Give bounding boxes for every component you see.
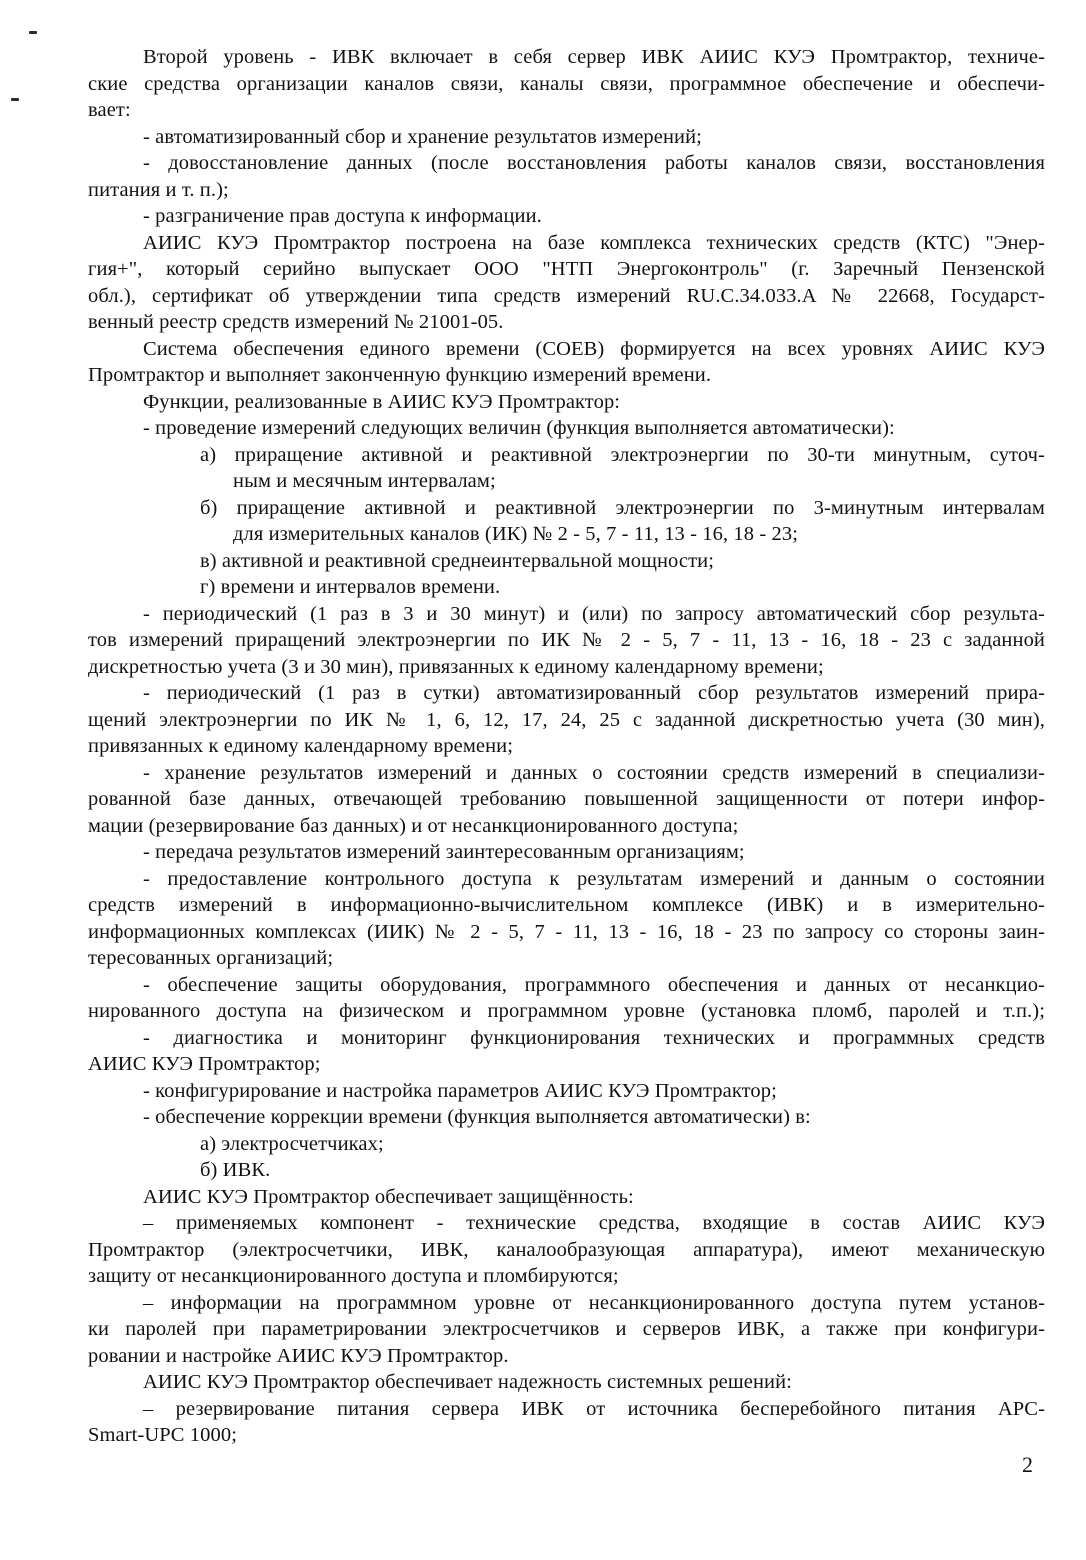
page-number: 2 [1022, 1452, 1033, 1477]
text-line: нированного доступа на физическом и программном уровне (установка пломб, паролей и т.п.); [88, 1000, 1045, 1022]
text-line: - предоставление контрольного доступа к результатам измерений и данным о состоянии [143, 867, 1045, 890]
text-line: ки паролей при параметрировании электросчетчиков и серверов ИВК, а также при конфигури- [88, 1318, 1045, 1340]
text-line: для измерительных каналов (ИК) № 2 - 5, 7 - 11, 13 - 16, 18 - 23; [233, 523, 799, 545]
text-line: - довосстановление данных (после восстановления работы каналов связи, восстановления [143, 152, 1045, 174]
text-line: АИИС КУЭ Промтрактор обеспечивает надежность системных решений: [143, 1371, 792, 1393]
text-line: Второй уровень - ИВК включает в себя сервер ИВК АИИС КУЭ Промтрактор, техниче- [143, 46, 1045, 68]
text-line: Промтрактор (электросчетчики, ИВК, каналообразующая аппаратура), имеют механическую [88, 1238, 1045, 1261]
text-line: - хранение результатов измерений и данных о состоянии средств измерений в специализи- [143, 761, 1045, 784]
text-line: - периодический (1 раз в 3 и 30 минут) и (или) по запросу автоматический сбор результа- [143, 602, 1045, 625]
text-line: – применяемых компонент - технические средства, входящие в состав АИИС КУЭ [143, 1212, 1045, 1234]
text-line: - обеспечение защиты оборудования, программного обеспечения и данных от несанкцио- [143, 973, 1045, 996]
scan-artifact-dash [29, 31, 37, 34]
text-line: гия+", который серийно выпускает ООО "НТП Энергоконтроль" (г. Заречный Пензенской [88, 258, 1045, 280]
text-line: а) электросчетчиках; [200, 1132, 384, 1155]
text-line: Промтрактор и выполняет законченную функцию измерений времени. [88, 364, 712, 386]
document-body-text [88, 44, 1045, 1449]
text-line: а) приращение активной и реактивной электроэнергии по 30-ти минутным, суточ- [200, 443, 1045, 466]
text-line: ские средства организации каналов связи, каналы связи, программное обеспечение и обеспечи- [88, 72, 1045, 95]
text-line: б) ИВК. [200, 1159, 271, 1181]
text-line: защиту от несанкционированного доступа и пломбируются; [88, 1265, 619, 1287]
text-line: - конфигурирование и настройка параметров АИИС КУЭ Промтрактор; [143, 1079, 777, 1102]
text-line: - автоматизированный сбор и хранение результатов измерений; [143, 125, 702, 148]
text-line: - обеспечение коррекции времени (функция выполняется автоматически) в: [143, 1106, 811, 1128]
text-line: ным и месячным интервалам; [233, 470, 496, 492]
text-line: б) приращение активной и реактивной электроэнергии по 3-минутным интервалам [200, 496, 1045, 519]
text-line: обл.), сертификат об утверждении типа средств измерений RU.C.34.033.A № 22668, Государст- [88, 284, 1045, 307]
text-line: - передача результатов измерений заинтересованным организациям; [143, 841, 745, 863]
text-line: рованной базе данных, отвечающей требованию повышенной защищенности от потери инфор- [88, 788, 1045, 810]
text-line: тов измерений приращений электроэнергии по ИК № 2 - 5, 7 - 11, 13 - 16, 18 - 23 с заданной [88, 629, 1045, 651]
text-line: привязанных к единому календарному времени; [88, 735, 514, 757]
text-line: щений электроэнергии по ИК № 1, 6, 12, 17, 24, 25 с заданной дискретностью учета (30 мин), [88, 708, 1045, 731]
text-line: г) времени и интервалов времени. [200, 576, 501, 598]
text-line: ровании и настройке АИИС КУЭ Промтрактор. [88, 1344, 509, 1367]
text-line: дискретностью учета (3 и 30 мин), привязанных к единому календарному времени; [88, 655, 824, 678]
text-line: Функции, реализованные в АИИС КУЭ Промтрактор: [143, 390, 621, 413]
text-line: питания и т. п.); [88, 178, 229, 201]
text-line: в) активной и реактивной среднеинтервальной мощности; [200, 549, 715, 572]
text-line: - диагностика и мониторинг функционирования технических и программных средств [143, 1026, 1045, 1049]
text-line: - проведение измерений следующих величин (функция выполняется автоматически): [143, 417, 895, 439]
text-line: венный реестр средств измерений № 21001-05. [88, 311, 504, 333]
text-line: средств измерений в информационно-вычислительном комплексе (ИВК) и в измерительно- [88, 894, 1045, 916]
text-line: АИИС КУЭ Промтрактор обеспечивает защищённость: [143, 1185, 634, 1208]
text-line: - разграничение прав доступа к информации. [143, 205, 542, 227]
text-line: - периодический (1 раз в сутки) автоматизированный сбор результатов измерений прира- [143, 682, 1045, 704]
text-line: вает: [88, 99, 131, 121]
text-line: – резервирование питания сервера ИВК от источника бесперебойного питания APC- [143, 1397, 1045, 1420]
text-line: АИИС КУЭ Промтрактор построена на базе комплекса технических средств (КТС) "Энер- [143, 231, 1045, 254]
text-line: Система обеспечения единого времени (СОЕВ) формируется на всех уровнях АИИС КУЭ [143, 337, 1045, 360]
text-line: – информации на программном уровне от несанкционированного доступа путем установ- [143, 1291, 1045, 1314]
text-line: тересованных организаций; [88, 947, 334, 969]
scan-artifact-dash [11, 98, 19, 101]
text-line: АИИС КУЭ Промтрактор; [88, 1053, 321, 1075]
text-line: Smart-UPC 1000; [88, 1424, 237, 1446]
text-line: мации (резервирование баз данных) и от несанкционированного доступа; [88, 814, 739, 837]
text-line: информационных комплексах (ИИК) № 2 - 5, 7 - 11, 13 - 16, 18 - 23 по запросу со стороны заин- [88, 920, 1045, 943]
